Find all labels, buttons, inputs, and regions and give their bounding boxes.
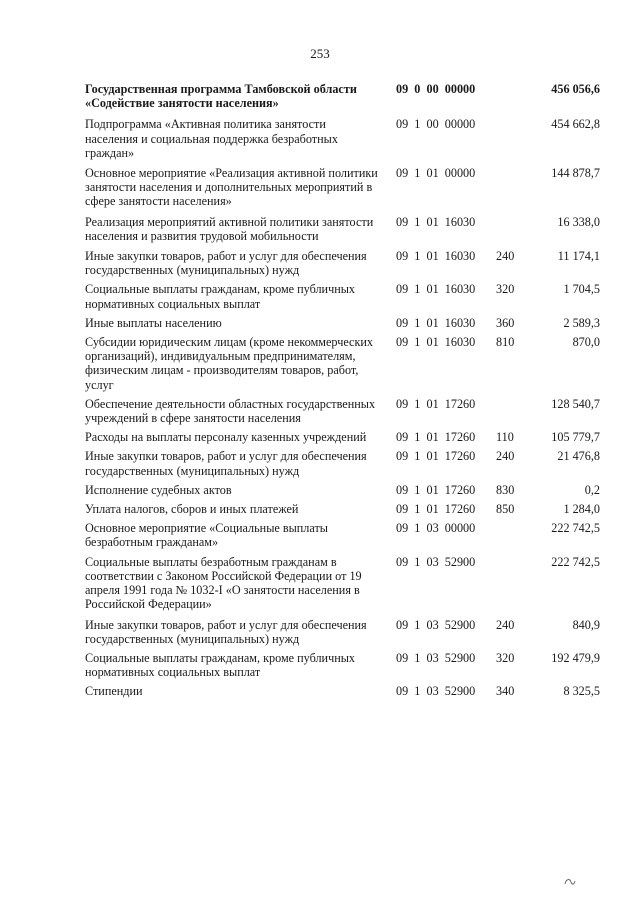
row-expense-type: 320 [496, 650, 515, 665]
row-amount: 8 325,5 [563, 684, 600, 699]
row-code: 09 1 01 16030 [396, 335, 476, 350]
row-code: 09 1 01 00000 [396, 166, 476, 181]
row-name: Государственная программа Тамбовской области «Содействие занятости населения» [85, 82, 357, 111]
row-code: 09 1 01 17260 [396, 449, 476, 464]
row-amount: 128 540,7 [551, 396, 600, 411]
row-amount: 21 476,8 [557, 449, 600, 464]
row-amount: 11 174,1 [557, 249, 600, 264]
table-row [85, 483, 600, 497]
table-row [85, 651, 600, 679]
row-name: Основное мероприятие «Социальные выплаты безработным гражданам» [85, 521, 329, 550]
row-name: Реализация мероприятий активной политики занятости населения и развития трудовой мобильности [85, 214, 374, 243]
row-code: 09 1 01 17260 [396, 502, 476, 517]
row-expense-type: 240 [496, 249, 515, 264]
table-row [85, 215, 600, 243]
row-code: 09 1 01 16030 [396, 282, 476, 297]
table-row [85, 521, 600, 549]
row-code: 09 1 01 16030 [396, 315, 476, 330]
table-row [85, 397, 600, 425]
table-row [85, 282, 600, 310]
row-name: Социальные выплаты безработным гражданам в соответствии с Законом Российской Федерации от 19 апреля 1991 года № 1032-I «О занятости населения в Российской Федерации» [85, 554, 362, 612]
table-row [85, 316, 600, 330]
row-expense-type: 240 [496, 449, 515, 464]
row-amount: 870,0 [572, 335, 600, 350]
row-expense-type: 320 [496, 282, 515, 297]
row-amount: 840,9 [572, 617, 600, 632]
row-code: 09 0 00 00000 [396, 82, 476, 96]
table-row [85, 335, 600, 392]
page-number: 253 [310, 46, 330, 61]
row-amount: 222 742,5 [551, 554, 600, 569]
table-row [85, 502, 600, 516]
row-name: Обеспечение деятельности областных государственных учреждений в сфере занятости населения [85, 396, 376, 426]
row-name: Расходы на выплаты персоналу казенных учреждений [85, 430, 367, 445]
row-amount: 222 742,5 [551, 521, 600, 536]
table-row [85, 82, 600, 110]
row-expense-type: 360 [496, 315, 515, 330]
row-code: 09 1 01 17260 [396, 430, 476, 445]
row-name: Уплата налогов, сборов и иных платежей [85, 502, 299, 517]
table-row [85, 684, 600, 698]
row-name: Социальные выплаты гражданам, кроме публичных нормативных социальных выплат [85, 282, 355, 311]
budget-table [85, 82, 600, 699]
table-row [85, 249, 600, 277]
row-code: 09 1 03 52900 [396, 617, 476, 632]
row-expense-type: 810 [496, 335, 515, 350]
row-code: 09 1 03 00000 [396, 521, 476, 536]
row-name: Иные закупки товаров, работ и услуг для обеспечения государственных (муниципальных) нужд [85, 617, 367, 646]
row-amount: 0,2 [584, 482, 600, 497]
row-name: Субсидии юридическим лицам (кроме некоммерческих организаций), индивидуальным предпринимателям, физическим лицам - производителям товаров, работ, услуг [85, 335, 373, 392]
row-code: 09 1 03 52900 [396, 684, 476, 699]
row-code: 09 1 01 16030 [396, 249, 476, 264]
row-name: Исполнение судебных актов [85, 482, 232, 497]
row-code: 09 1 01 17260 [396, 396, 476, 411]
row-amount: 1 284,0 [563, 502, 600, 517]
row-name: Основное мероприятие «Реализация активной политики занятости населения и дополнительных мероприятий в сфере занятости населения» [85, 166, 378, 209]
table-row [85, 430, 600, 444]
table-row [85, 555, 600, 612]
row-name: Стипендии [85, 684, 143, 699]
row-amount: 192 479,9 [551, 650, 600, 665]
row-amount: 16 338,0 [557, 214, 600, 229]
table-row [85, 117, 600, 160]
table-row [85, 166, 600, 209]
row-name: Социальные выплаты гражданам, кроме публичных нормативных социальных выплат [85, 650, 355, 680]
table-row [85, 618, 600, 646]
row-code: 09 1 01 17260 [396, 482, 476, 497]
handwritten-mark-icon [563, 876, 577, 891]
row-amount: 456 056,6 [551, 82, 600, 96]
row-name: Иные закупки товаров, работ и услуг для обеспечения государственных (муниципальных) нужд [85, 449, 367, 478]
row-amount: 105 779,7 [551, 430, 600, 445]
row-expense-type: 830 [496, 482, 515, 497]
row-code: 09 1 01 16030 [396, 214, 476, 229]
row-name: Иные выплаты населению [85, 315, 222, 330]
row-code: 09 1 03 52900 [396, 650, 476, 665]
row-name: Подпрограмма «Активная политика занятости населения и социальная поддержка безработных граждан» [85, 117, 338, 160]
row-expense-type: 340 [496, 684, 515, 699]
row-code: 09 1 00 00000 [396, 117, 476, 132]
row-expense-type: 240 [496, 617, 515, 632]
row-expense-type: 110 [496, 430, 514, 445]
row-amount: 1 704,5 [563, 282, 600, 297]
row-amount: 144 878,7 [551, 166, 600, 181]
table-row [85, 449, 600, 477]
row-expense-type: 850 [496, 502, 515, 517]
row-name: Иные закупки товаров, работ и услуг для обеспечения государственных (муниципальных) нужд [85, 249, 367, 278]
row-amount: 2 589,3 [563, 315, 600, 330]
row-code: 09 1 03 52900 [396, 554, 476, 569]
row-amount: 454 662,8 [551, 117, 600, 132]
